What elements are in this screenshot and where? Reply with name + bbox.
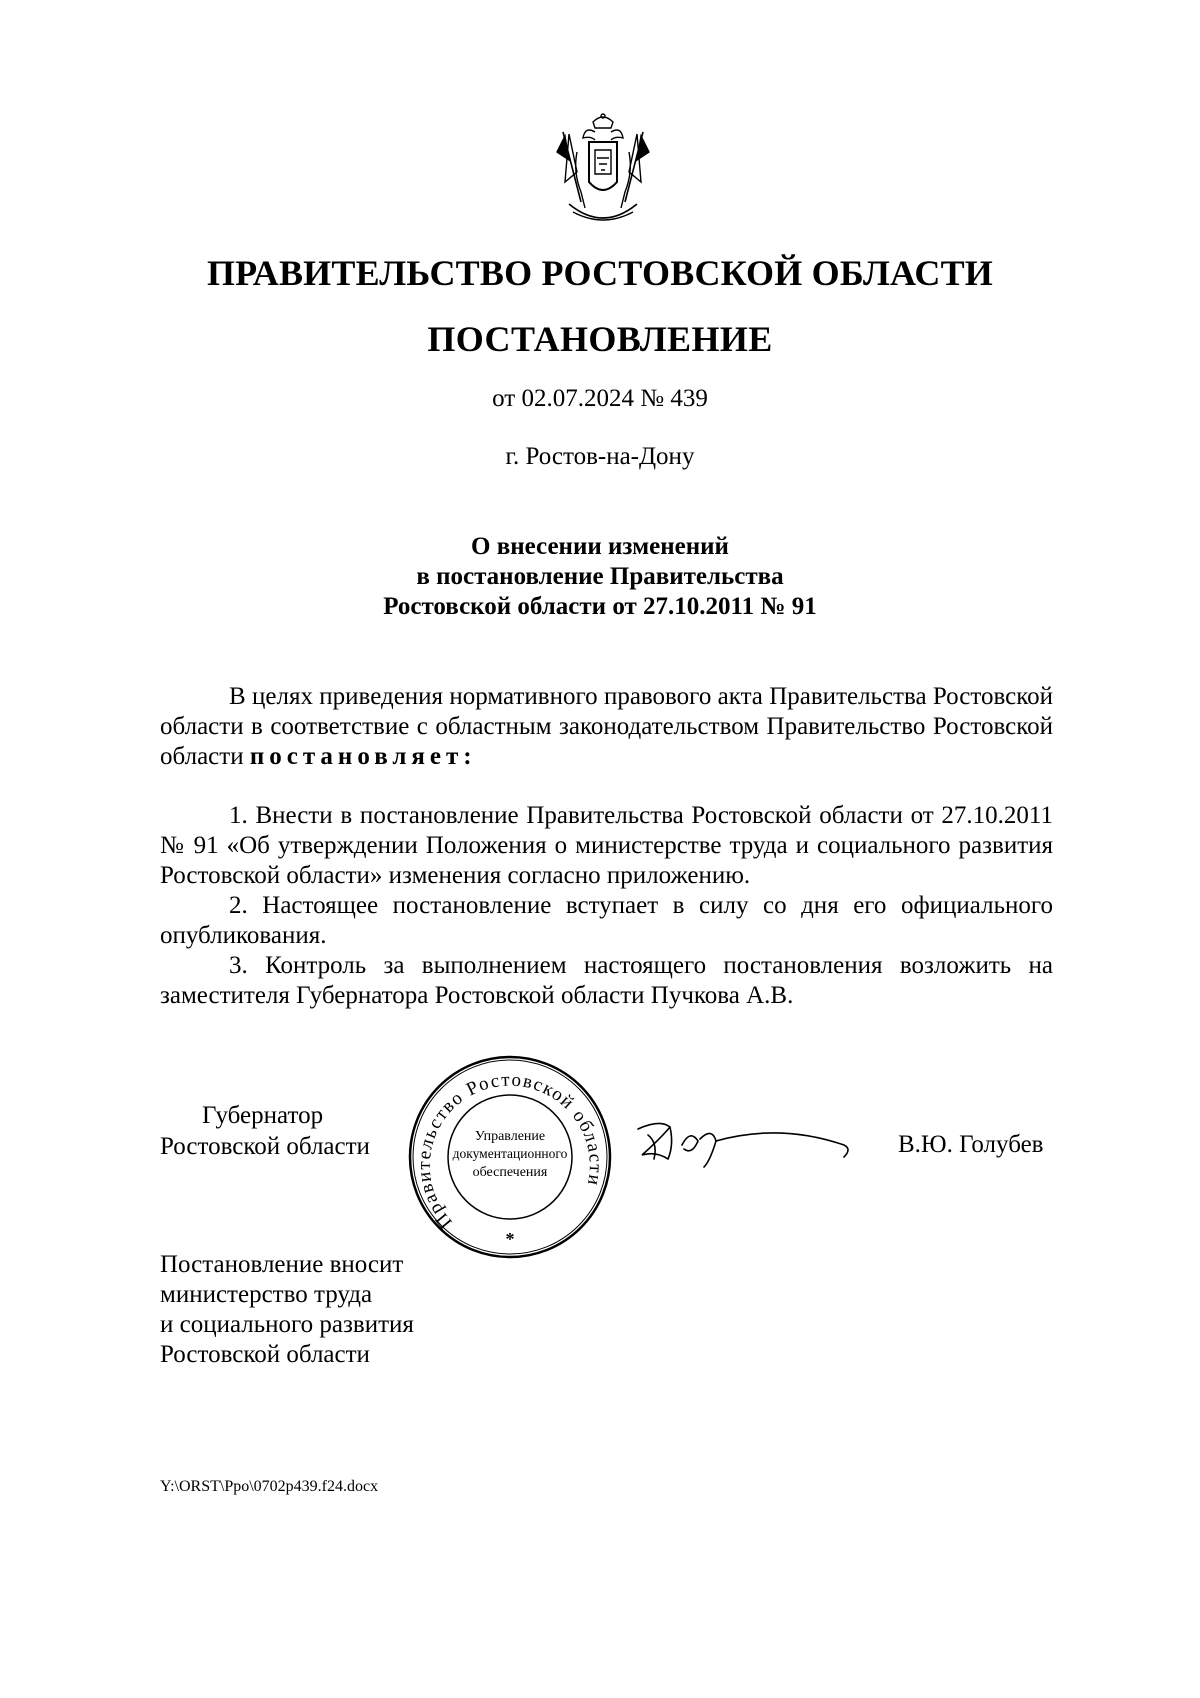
initiator-block: [160, 1250, 414, 1370]
seal-outer-text: Правительство Ростовской области: [413, 1069, 606, 1233]
seal-inner-text: Управление: [474, 1129, 546, 1144]
signatory-position-line: Ростовской области: [160, 1133, 370, 1160]
file-path: Y:\ORST\Ppo\0702p439.f24.docx: [160, 1478, 379, 1495]
initiator-line: министерство труда: [160, 1281, 373, 1308]
resolution-items: [160, 801, 1053, 1011]
seal-star: *: [505, 1229, 515, 1249]
list-item: 1. Внести в постановление Правительства Ростовской области от 27.10.2011 № 91 «Об утверждении Положения о министерстве труда и социального развития Ростовской области» изменения согласно приложению.: [160, 802, 1053, 889]
list-item: 3. Контроль за выполнением настоящего постановления возложить на заместителя Губернатора Ростовской области Пучкова А.В.: [160, 952, 1053, 1009]
organization-title: ПРАВИТЕЛЬСТВО РОСТОВСКОЙ ОБЛАСТИ: [206, 253, 994, 293]
subject-line: О внесении изменений: [471, 533, 729, 560]
initiator-line: и социального развития: [160, 1311, 414, 1338]
initiator-line: Постановление вносит: [160, 1251, 404, 1278]
seal-inner-text: документационного: [452, 1146, 568, 1161]
list-item: 2. Настоящее постановление вступает в силу со дня его официального опубликования.: [160, 892, 1053, 949]
signatory-position-line: Губернатор: [202, 1102, 324, 1129]
seal-inner-text: обеспечения: [472, 1165, 548, 1180]
document-city: г. Ростов-на-Дону: [505, 443, 695, 470]
coat-of-arms-icon: [555, 112, 651, 230]
document-type-title: ПОСТАНОВЛЕНИЕ: [427, 319, 773, 359]
signatory-name: В.Ю. Голубев: [898, 1131, 1044, 1158]
subject-line: Ростовской области от 27.10.2011 № 91: [383, 593, 817, 620]
signatory-position: [160, 1100, 370, 1162]
preamble-paragraph: [160, 682, 1053, 772]
preamble-text: В целях приведения нормативного правового акта Правительства Ростовской области в соответствие с областным законодательством Правительство Ростовской области: [160, 683, 1053, 770]
document-date-number: от 02.07.2024 № 439: [492, 385, 708, 412]
handwritten-signature: [630, 1115, 860, 1170]
initiator-line: Ростовской области: [160, 1341, 370, 1368]
subject-line: в постановление Правительства: [416, 563, 784, 590]
official-seal: [405, 1052, 615, 1262]
document-subject: [0, 532, 1200, 622]
decision-word: постановляет:: [249, 743, 477, 770]
